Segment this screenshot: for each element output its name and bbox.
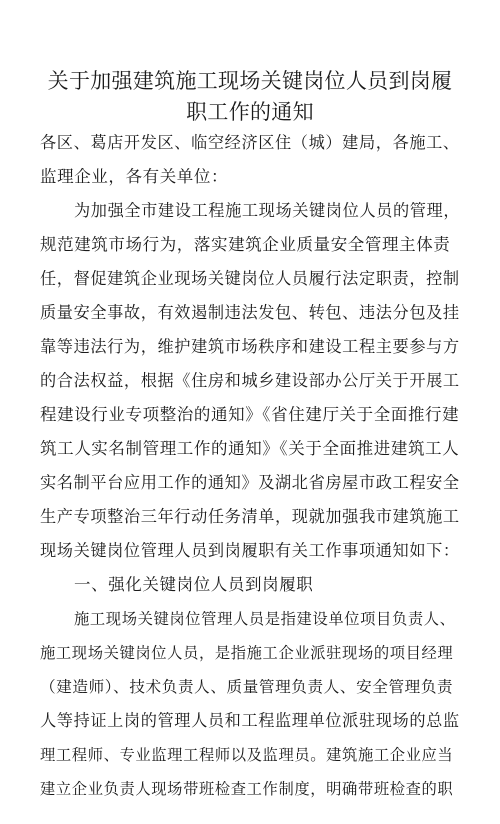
document-title: 关于加强建筑施工现场关键岗位人员到岗履职工作的通知 bbox=[47, 69, 453, 124]
body-line: 现场关键岗位管理人员到岗履职有关工作事项通知如下： bbox=[40, 541, 460, 560]
body-line: 靠等违法行为，维护建筑市场秩序和建设工程主要参与方 bbox=[40, 337, 460, 356]
body-line: 实名制平台应用工作的通知》及湖北省房屋市政工程安全 bbox=[40, 473, 460, 492]
section-heading: 一、强化关键岗位人员到岗履职 bbox=[74, 575, 314, 594]
body-line: 各区、葛店开发区、临空经济区住（城）建局，各施工、 bbox=[40, 133, 460, 152]
body-line: 生产专项整治三年行动任务清单，现就加强我市建筑施工 bbox=[40, 507, 460, 526]
body-line: 规范建筑市场行为，落实建筑企业质量安全管理主体责 bbox=[40, 235, 451, 254]
body-line: 的合法权益，根据《住房和城乡建设部办公厅关于开展工 bbox=[40, 371, 460, 390]
body-line: 施工现场关键岗位管理人员是指建设单位项目负责人、 bbox=[74, 610, 456, 628]
body-line: 施工现场关键岗位人员，是指施工企业派驻现场的项目经理 bbox=[40, 644, 454, 662]
body-line: 筑工人实名制管理工作的通知》《关于全面推进建筑工人 bbox=[40, 439, 460, 458]
body-line: 为加强全市建设工程施工现场关键岗位人员的管理， bbox=[74, 201, 461, 220]
body-line: 监理企业，各有关单位： bbox=[40, 167, 229, 186]
body-line: 人等持证上岗的管理人员和工程监理单位派驻现场的总监 bbox=[40, 711, 460, 730]
body-line: （建造师）、技术负责人、质量管理负责人、安全管理负责 bbox=[40, 678, 454, 696]
body-line: 理工程师、专业监理工程师以及监理员。建筑施工企业应当 bbox=[40, 746, 454, 764]
body-line: 建立企业负责人现场带班检查工作制度，明确带班检查的职 bbox=[40, 780, 454, 798]
body-line: 程建设行业专项整治的通知》《省住建厅关于全面推行建 bbox=[40, 405, 460, 424]
body-line: 质量安全事故，有效遏制违法发包、转包、违法分包及挂 bbox=[40, 303, 460, 322]
body-line: 任，督促建筑企业现场关键岗位人员履行法定职责，控制 bbox=[40, 269, 460, 288]
